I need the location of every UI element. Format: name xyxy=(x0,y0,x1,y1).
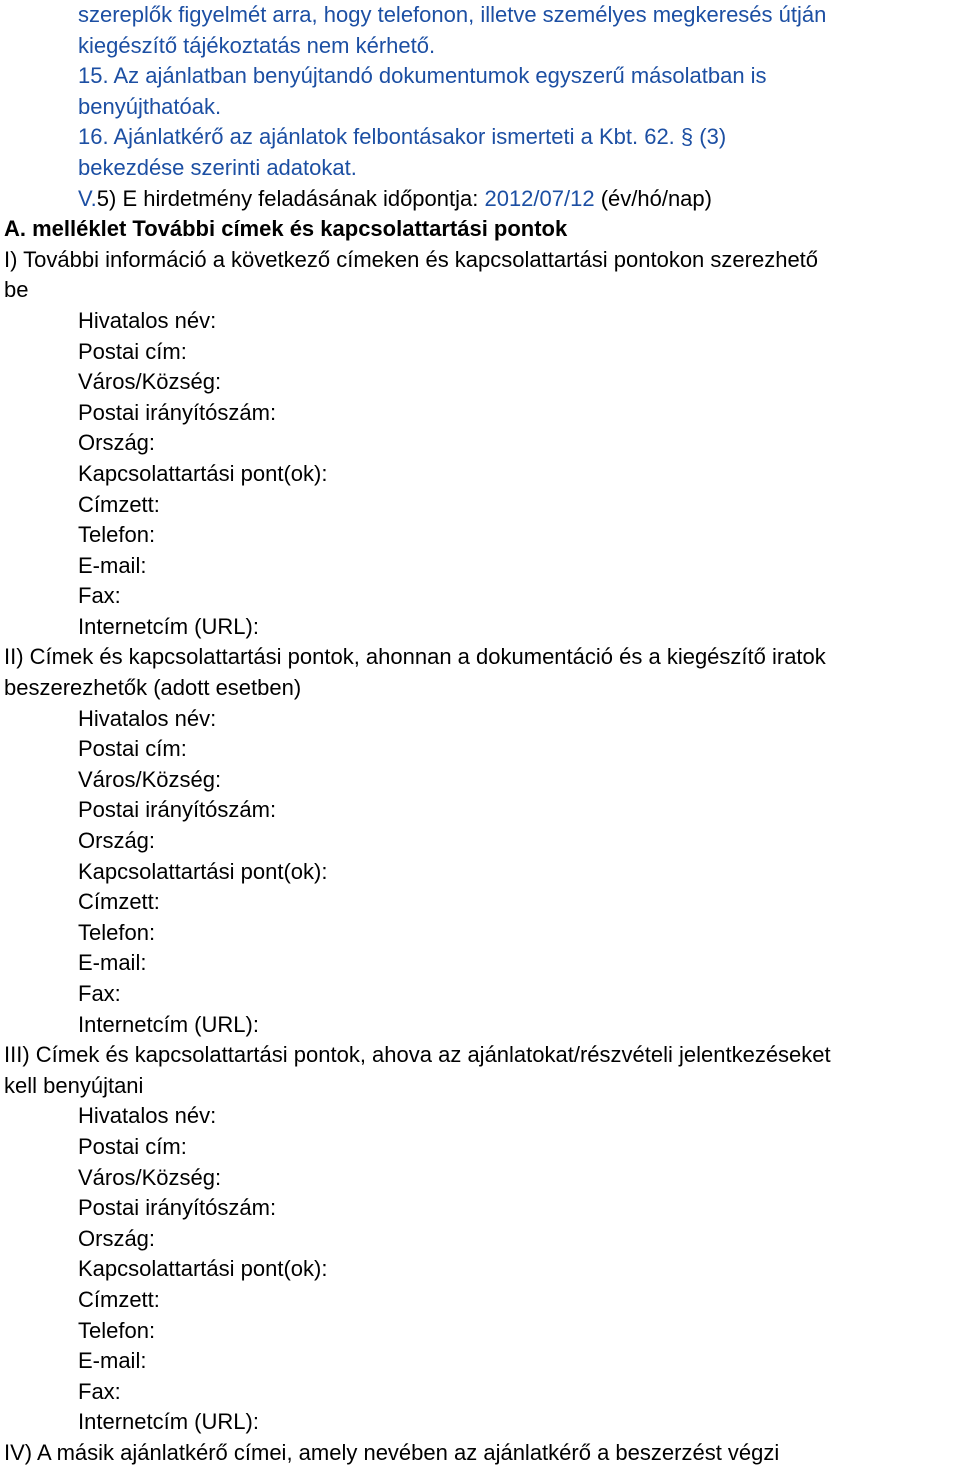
v5-prefix: V. xyxy=(78,185,97,211)
v5-line xyxy=(0,184,960,215)
field-label: Internetcím (URL): xyxy=(78,1409,259,1435)
v5-label: 5) E hirdetmény feladásának időpontja: xyxy=(96,185,485,211)
field-label: Postai cím: xyxy=(78,338,187,364)
section-1-fields xyxy=(0,306,960,643)
field-label: Ország: xyxy=(78,1225,156,1251)
annex-title: A. melléklet További címek és kapcsolattartási pontok xyxy=(4,216,568,242)
field-label: Telefon: xyxy=(78,919,156,945)
field-label: Postai irányítószám: xyxy=(78,1195,277,1221)
intro-line-2: kiegészítő tájékoztatás nem kérhető. xyxy=(78,32,436,58)
section-3-heading-line-2: kell benyújtani xyxy=(4,1072,144,1098)
field-label: Telefon: xyxy=(78,1317,156,1343)
field-label: Internetcím (URL): xyxy=(78,613,259,639)
section-2-heading-line-2: beszerezhetők (adott esetben) xyxy=(4,675,302,701)
field-label: E-mail: xyxy=(78,1348,147,1374)
section-3-heading-line-1: III) Címek és kapcsolattartási pontok, ahova az ajánlatokat/részvételi jelentkezéseket xyxy=(4,1042,831,1068)
field-label: Kapcsolattartási pont(ok): xyxy=(78,858,328,884)
field-label: Postai cím: xyxy=(78,1133,187,1159)
field-label: Ország: xyxy=(78,828,156,854)
section-3-fields xyxy=(0,1101,960,1438)
field-label: Címzett: xyxy=(78,1286,160,1312)
item-15-line-2: benyújthatóak. xyxy=(78,93,222,119)
field-label: Fax: xyxy=(78,583,121,609)
field-label: Kapcsolattartási pont(ok): xyxy=(78,460,328,486)
v5-suffix: (év/hó/nap) xyxy=(594,185,712,211)
field-label: Hivatalos név: xyxy=(78,705,217,731)
field-label: Fax: xyxy=(78,1378,121,1404)
field-label: Címzett: xyxy=(78,889,160,915)
field-label: Fax: xyxy=(78,981,121,1006)
item-15-line-1: 15. Az ajánlatban benyújtandó dokumentumok egyszerű másolatban is xyxy=(78,63,767,89)
field-label: Ország: xyxy=(78,430,156,456)
field-label: Telefon: xyxy=(78,522,156,548)
v5-date: 2012/07/12 xyxy=(484,185,595,211)
field-label: Címzett: xyxy=(78,491,160,517)
field-label: Város/Község: xyxy=(78,1164,222,1190)
field-label: Postai cím: xyxy=(78,736,187,762)
item-16-line-2: bekezdése szerinti adatokat. xyxy=(78,154,357,180)
field-label: Város/Község: xyxy=(78,369,222,395)
section-4-heading: IV) A másik ajánlatkérő címei, amely nevében az ajánlatkérő a beszerzést végzi xyxy=(4,1439,780,1465)
field-label: Postai irányítószám: xyxy=(78,399,277,425)
item-16-line-1: 16. Ajánlatkérő az ajánlatok felbontásakor ismerteti a Kbt. 62. § (3) xyxy=(78,124,727,150)
field-label: Város/Község: xyxy=(78,766,222,792)
field-label: E-mail: xyxy=(78,552,147,578)
field-label: Hivatalos név: xyxy=(78,307,217,333)
field-label: Postai irányítószám: xyxy=(78,797,277,823)
field-label: Internetcím (URL): xyxy=(78,1011,259,1037)
section-2-heading-line-1: II) Címek és kapcsolattartási pontok, ahonnan a dokumentáció és a kiegészítő iratok xyxy=(4,644,826,670)
field-label: Kapcsolattartási pont(ok): xyxy=(78,1256,328,1282)
field-label: E-mail: xyxy=(78,950,147,976)
section-2-fields xyxy=(0,704,960,1041)
intro-line-1: szereplők figyelmét arra, hogy telefonon, illetve személyes megkeresés útján xyxy=(78,2,827,27)
field-label: Hivatalos név: xyxy=(78,1103,217,1129)
section-1-heading-line-2: be xyxy=(4,277,29,303)
section-1-heading-line-1: I) További információ a következő címeken és kapcsolattartási pontokon szerezhető xyxy=(4,246,819,272)
